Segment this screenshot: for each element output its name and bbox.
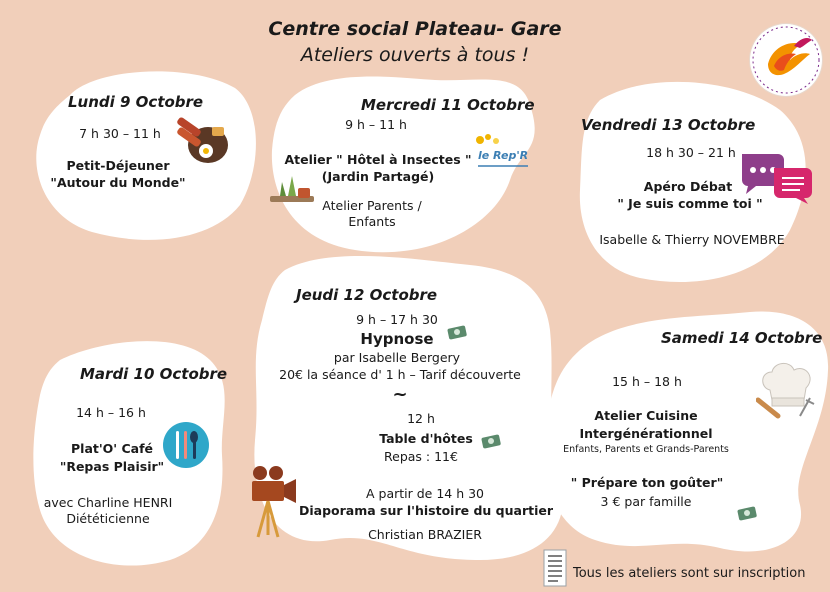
jeudi-activity-3: Diaporama sur l'histoire du quartier [298, 503, 554, 518]
jeudi-day: Jeudi 12 Octobre [296, 286, 438, 304]
mercredi-time: 9 h – 11 h [345, 117, 407, 132]
association-logo [750, 24, 822, 96]
money-icon [480, 430, 504, 450]
samedi-audience: Enfants, Parents et Grands-Parents [563, 444, 729, 455]
vendredi-day: Vendredi 13 Octobre [581, 116, 756, 134]
mardi-subtitle: "Repas Plaisir" [59, 459, 165, 474]
jeudi-time-3: A partir de 14 h 30 [365, 486, 485, 501]
lundi-title: Petit-Déjeuner [66, 158, 170, 173]
vendredi-host: Isabelle & Thierry NOVEMBRE [599, 232, 785, 247]
garden-icon [268, 172, 318, 210]
money-icon [736, 502, 762, 524]
mardi-time: 14 h – 16 h [76, 405, 146, 420]
money-icon [446, 321, 470, 341]
lundi-day: Lundi 9 Octobre [68, 93, 204, 111]
jeudi-price-2: Repas : 11€ [384, 449, 458, 464]
bird-logo-icon [750, 24, 822, 96]
vendredi-time: 18 h 30 – 21 h [646, 145, 736, 160]
vendredi-title: Apéro Débat [643, 179, 733, 194]
samedi-title: Atelier Cuisine [594, 408, 698, 423]
mercredi-note-1: Atelier Parents / [322, 198, 422, 213]
vendredi-subtitle: " Je suis comme toi " [617, 196, 763, 211]
samedi-price: 3 € par famille [600, 494, 692, 509]
partner-logo [470, 132, 530, 172]
cutlery-icon [162, 421, 210, 469]
lundi-time: 7 h 30 – 11 h [79, 126, 161, 141]
film-camera-icon [250, 465, 298, 541]
samedi-activity: " Prépare ton goûter" [570, 475, 724, 490]
jeudi-activity-1: Hypnose [360, 330, 434, 348]
mercredi-note-2: Enfants [348, 214, 396, 229]
page-subtitle: Ateliers ouverts à tous ! [300, 44, 530, 66]
breakfast-icon [172, 115, 230, 165]
jeudi-price-1: 20€ la séance d' 1 h – Tarif découverte [279, 367, 521, 382]
partner-name: le Rep'R [478, 149, 529, 162]
mardi-title: Plat'O' Café [70, 441, 154, 456]
jeudi-by-1: par Isabelle Bergery [333, 350, 461, 365]
samedi-time: 15 h – 18 h [612, 374, 682, 389]
jeudi-time-1: 9 h – 17 h 30 [356, 312, 438, 327]
mardi-day: Mardi 10 Octobre [80, 365, 228, 383]
mercredi-day: Mercredi 11 Octobre [361, 96, 535, 114]
document-icon [543, 549, 567, 587]
page-title: Centre social Plateau- Gare [268, 18, 562, 40]
mercredi-subtitle: (Jardin Partagé) [321, 169, 435, 184]
samedi-subtitle: Intergénérationnel [579, 426, 713, 441]
jeudi-activity-2: Table d'hôtes [379, 431, 473, 446]
mardi-note-1: avec Charline HENRI [43, 495, 173, 510]
chat-bubbles-icon [738, 150, 816, 206]
mercredi-title: Atelier " Hôtel à Insectes " [284, 152, 472, 167]
jeudi-by-3: Christian BRAZIER [368, 527, 482, 542]
jeudi-time-2: 12 h [407, 411, 435, 426]
lundi-subtitle: "Autour du Monde" [50, 175, 186, 190]
jeudi-separator: ~ [392, 384, 408, 405]
mardi-note-2: Diététicienne [66, 511, 150, 526]
chef-hat-icon [756, 360, 820, 420]
registration-note: Tous les ateliers sont sur inscription [573, 566, 806, 581]
samedi-day: Samedi 14 Octobre [661, 329, 823, 347]
